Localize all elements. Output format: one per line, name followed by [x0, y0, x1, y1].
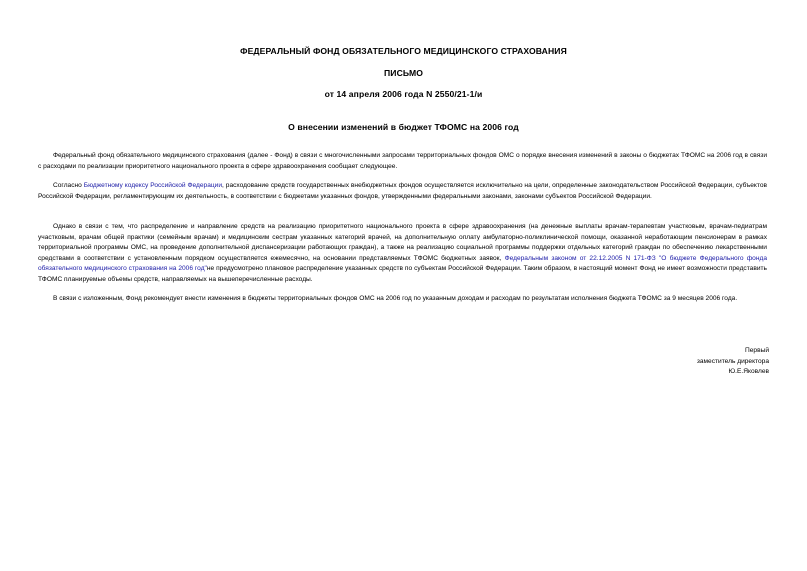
- document-subject: О внесении изменений в бюджет ТФОМС на 2006 год: [288, 122, 519, 132]
- paragraph-2: [38, 181, 767, 202]
- signature-position-line1: Первый: [745, 347, 769, 354]
- paragraph-4: В связи с изложенным, Фонд рекомендует внести изменения в бюджеты территориальных фондов ОМС на 2006 год по указанным доходам и расходам по результатам исполнения бюджета ТФОМС за 9 месяцев 2006 года.: [53, 295, 738, 302]
- organization-title: ФЕДЕРАЛЬНЫЙ ФОНД ОБЯЗАТЕЛЬНОГО МЕДИЦИНСКОГО СТРАХОВАНИЯ: [240, 46, 567, 56]
- paragraph-1: Федеральный фонд обязательного медицинского страхования (далее - Фонд) в связи с многочисленными запросами территориальных фондов ОМС о порядке внесения изменений в законы о бюджетах ТФОМС на 2006 год в связи с расходами по реализации приоритетного национального проекта в сфере здравоохранения сообщает следующее.: [38, 152, 767, 170]
- signature-block: [697, 346, 769, 378]
- signature-position-line2: заместитель директора: [696, 357, 769, 365]
- paragraph-2-text-end: , расходование средств государственных внебюджетных фондов осуществляется исключительно на цели, определенные законодательством Российской Федерации, субъектов Российской Федерации, регламентирующим их деятельность, в соответствии с бюджетами указанных фондов, утвержденными федеральными законами, законами субъектов Российской Федерации.: [38, 182, 768, 200]
- federal-law-link[interactable]: Федеральным законом от 22.12.2005 N 171-ФЗ "О бюджете Федерального фонда обязательного медицинского страхования на 2006 год": [38, 254, 767, 273]
- paragraph-2-text-start: Согласно: [53, 182, 84, 189]
- paragraph-3-text-end: не предусмотрено плановое распределение указанных средств по субъектам Российской Федерации. Таким образом, в настоящий момент Фонд не имеет возможности представить ТФОМС планируемые объемы средств, направляемых на вышеперечисленные расходы.: [38, 265, 767, 283]
- document-type: ПИСЬМО: [384, 68, 423, 78]
- paragraph-3: [38, 222, 767, 286]
- document-number-date: от 14 апреля 2006 года N 2550/21-1/и: [324, 89, 483, 99]
- signature-name: Ю.Е.Яковлев: [728, 368, 769, 376]
- paragraph-3-text-start: Однако в связи с тем, что распределение и направление средств на реализацию приоритетного национального проекта в сфере здравоохранения (на денежные выплаты врачам-терапевтам участковым, врачам-педиатрам участковым, врачам общей практики (семейным врачам) и медицинским сестрам указанных категорий врачей, на дополнительную оплату амбулаторно-поликлинической помощи, оказанной неработающим пенсионерам в рамках территориальной программы ОМС, на проведение дополнительной диспансеризации работающих граждан), а также на реализацию социальной программы поддержки отдельных категорий граждан по обеспечению лекарственными средствами в соответствии с установленным порядком осуществляется ежемесячно, на основании представляемых ТФОМС бюджетных заявок,: [38, 223, 767, 262]
- budget-code-link[interactable]: Бюджетному кодексу Российской Федерации: [83, 182, 223, 189]
